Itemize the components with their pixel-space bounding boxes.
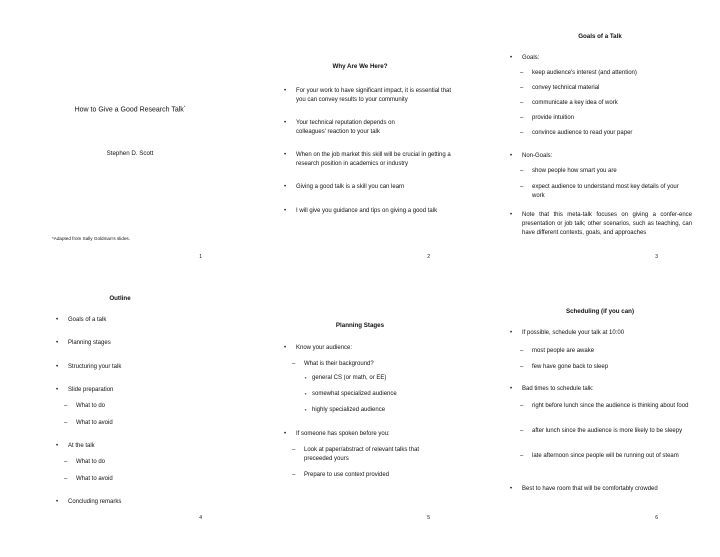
- slide-4: [10, 278, 230, 538]
- sub-bullet: – convey technical material: [520, 85, 600, 91]
- sub-bullet: – What is their background?: [292, 361, 374, 367]
- sub-bullet: – after lunch since the audience is more likely to be sleepy: [520, 428, 683, 434]
- sub-bullet: – Look at paper/abstract of relevant talks that preceeded yours: [292, 447, 420, 463]
- bullet: • Bad times to schedule talk:: [510, 386, 594, 392]
- bullet: • If someone has spoken before you:: [284, 431, 390, 437]
- sub-bullet: – convince audience to read your paper: [520, 130, 633, 136]
- bullet: • Best to have room that will be comfortably crowded: [510, 486, 658, 492]
- bullet: • When on the job market this skill will be crucial in getting a research position in academics or industry: [284, 152, 451, 168]
- slide-title: Planning Stages: [335, 322, 385, 329]
- page-number: 5: [427, 515, 430, 521]
- slide-6: [490, 278, 710, 538]
- sub-bullet: – keep audience's interest (and attention): [520, 70, 637, 76]
- level-item: ∘ somewhat specialized audience: [304, 391, 397, 397]
- page-number: 6: [655, 515, 658, 521]
- sub-bullet: – show people how smart you are: [520, 168, 617, 174]
- slide-title: Why Are We Here?: [332, 63, 388, 70]
- outline-subitem: – What to avoid: [64, 476, 113, 482]
- slide-1: [10, 20, 230, 260]
- bullet: • Giving a good talk is a skill you can learn: [284, 184, 405, 190]
- bullet: • Goals:: [510, 55, 540, 61]
- talk-title: How to Give a Good Research Talk*: [74, 104, 186, 114]
- footnote: *Adapted from Sally Goldman's slides.: [52, 236, 130, 241]
- outline-item: • Structuring your talk: [56, 364, 122, 370]
- sub-bullet: – provide intuition: [520, 115, 575, 121]
- outline-subitem: – What to avoid: [64, 420, 113, 426]
- page-number: 3: [655, 254, 658, 260]
- level-item: ∘ general CS (or math, or EE): [304, 375, 387, 381]
- slide-title: Goals of a Talk: [578, 33, 622, 40]
- page-number: 1: [199, 254, 202, 260]
- slide-5: [250, 278, 470, 538]
- sub-bullet: – Prepare to use context provided: [292, 472, 390, 478]
- outline-item: • At the talk: [56, 443, 95, 449]
- sub-bullet: – most people are awake: [520, 348, 595, 354]
- outline-subitem: – What to do: [64, 459, 106, 465]
- page-number: 4: [199, 515, 202, 521]
- bullet: • I will give you guidance and tips on giving a good talk: [284, 208, 438, 214]
- level-item: ∘ highly specialized audience: [304, 407, 386, 413]
- slide-title: Scheduling (if you can): [565, 308, 635, 315]
- outline-item: • Concluding remarks: [56, 499, 122, 505]
- sub-bullet: – late afternoon since people will be running out of steam: [520, 453, 679, 459]
- sub-bullet: – right before lunch since the audience is thinking about food: [520, 403, 689, 409]
- page-number: 2: [427, 254, 430, 260]
- outline-item: • Planning stages: [56, 340, 111, 346]
- author: Stephen D. Scott: [106, 150, 154, 157]
- outline-subitem: – What to do: [64, 403, 106, 409]
- outline-item: • Slide preparation: [56, 387, 114, 393]
- bullet: • If possible, schedule your talk at 10:00: [510, 330, 625, 336]
- sub-bullet: – few have gone back to sleep: [520, 364, 609, 370]
- slide-title: Outline: [109, 295, 131, 302]
- bullet: • Your technical reputation depends on colleagues' reaction to your talk: [284, 120, 395, 136]
- slide-3: [490, 20, 710, 260]
- footnote-mark: *: [183, 104, 186, 109]
- bullet: • For your work to have significant impact, it is essential that you can convey results to your community: [284, 88, 452, 104]
- slide-2: [250, 20, 470, 260]
- outline-item: • Goals of a talk: [56, 317, 107, 323]
- sub-bullet: – communicate a key idea of work: [520, 100, 618, 106]
- bullet: • Know your audience:: [284, 345, 353, 351]
- bullet: • Non-Goals:: [510, 153, 553, 159]
- sub-bullet: – expect audience to understand most key details of your work: [520, 184, 679, 200]
- bullet: • Note that this meta-talk focuses on giving a confer-ence presentation or job talk; other scenarios, such as teaching, can have different contexts, goals, and approaches: [510, 212, 692, 237]
